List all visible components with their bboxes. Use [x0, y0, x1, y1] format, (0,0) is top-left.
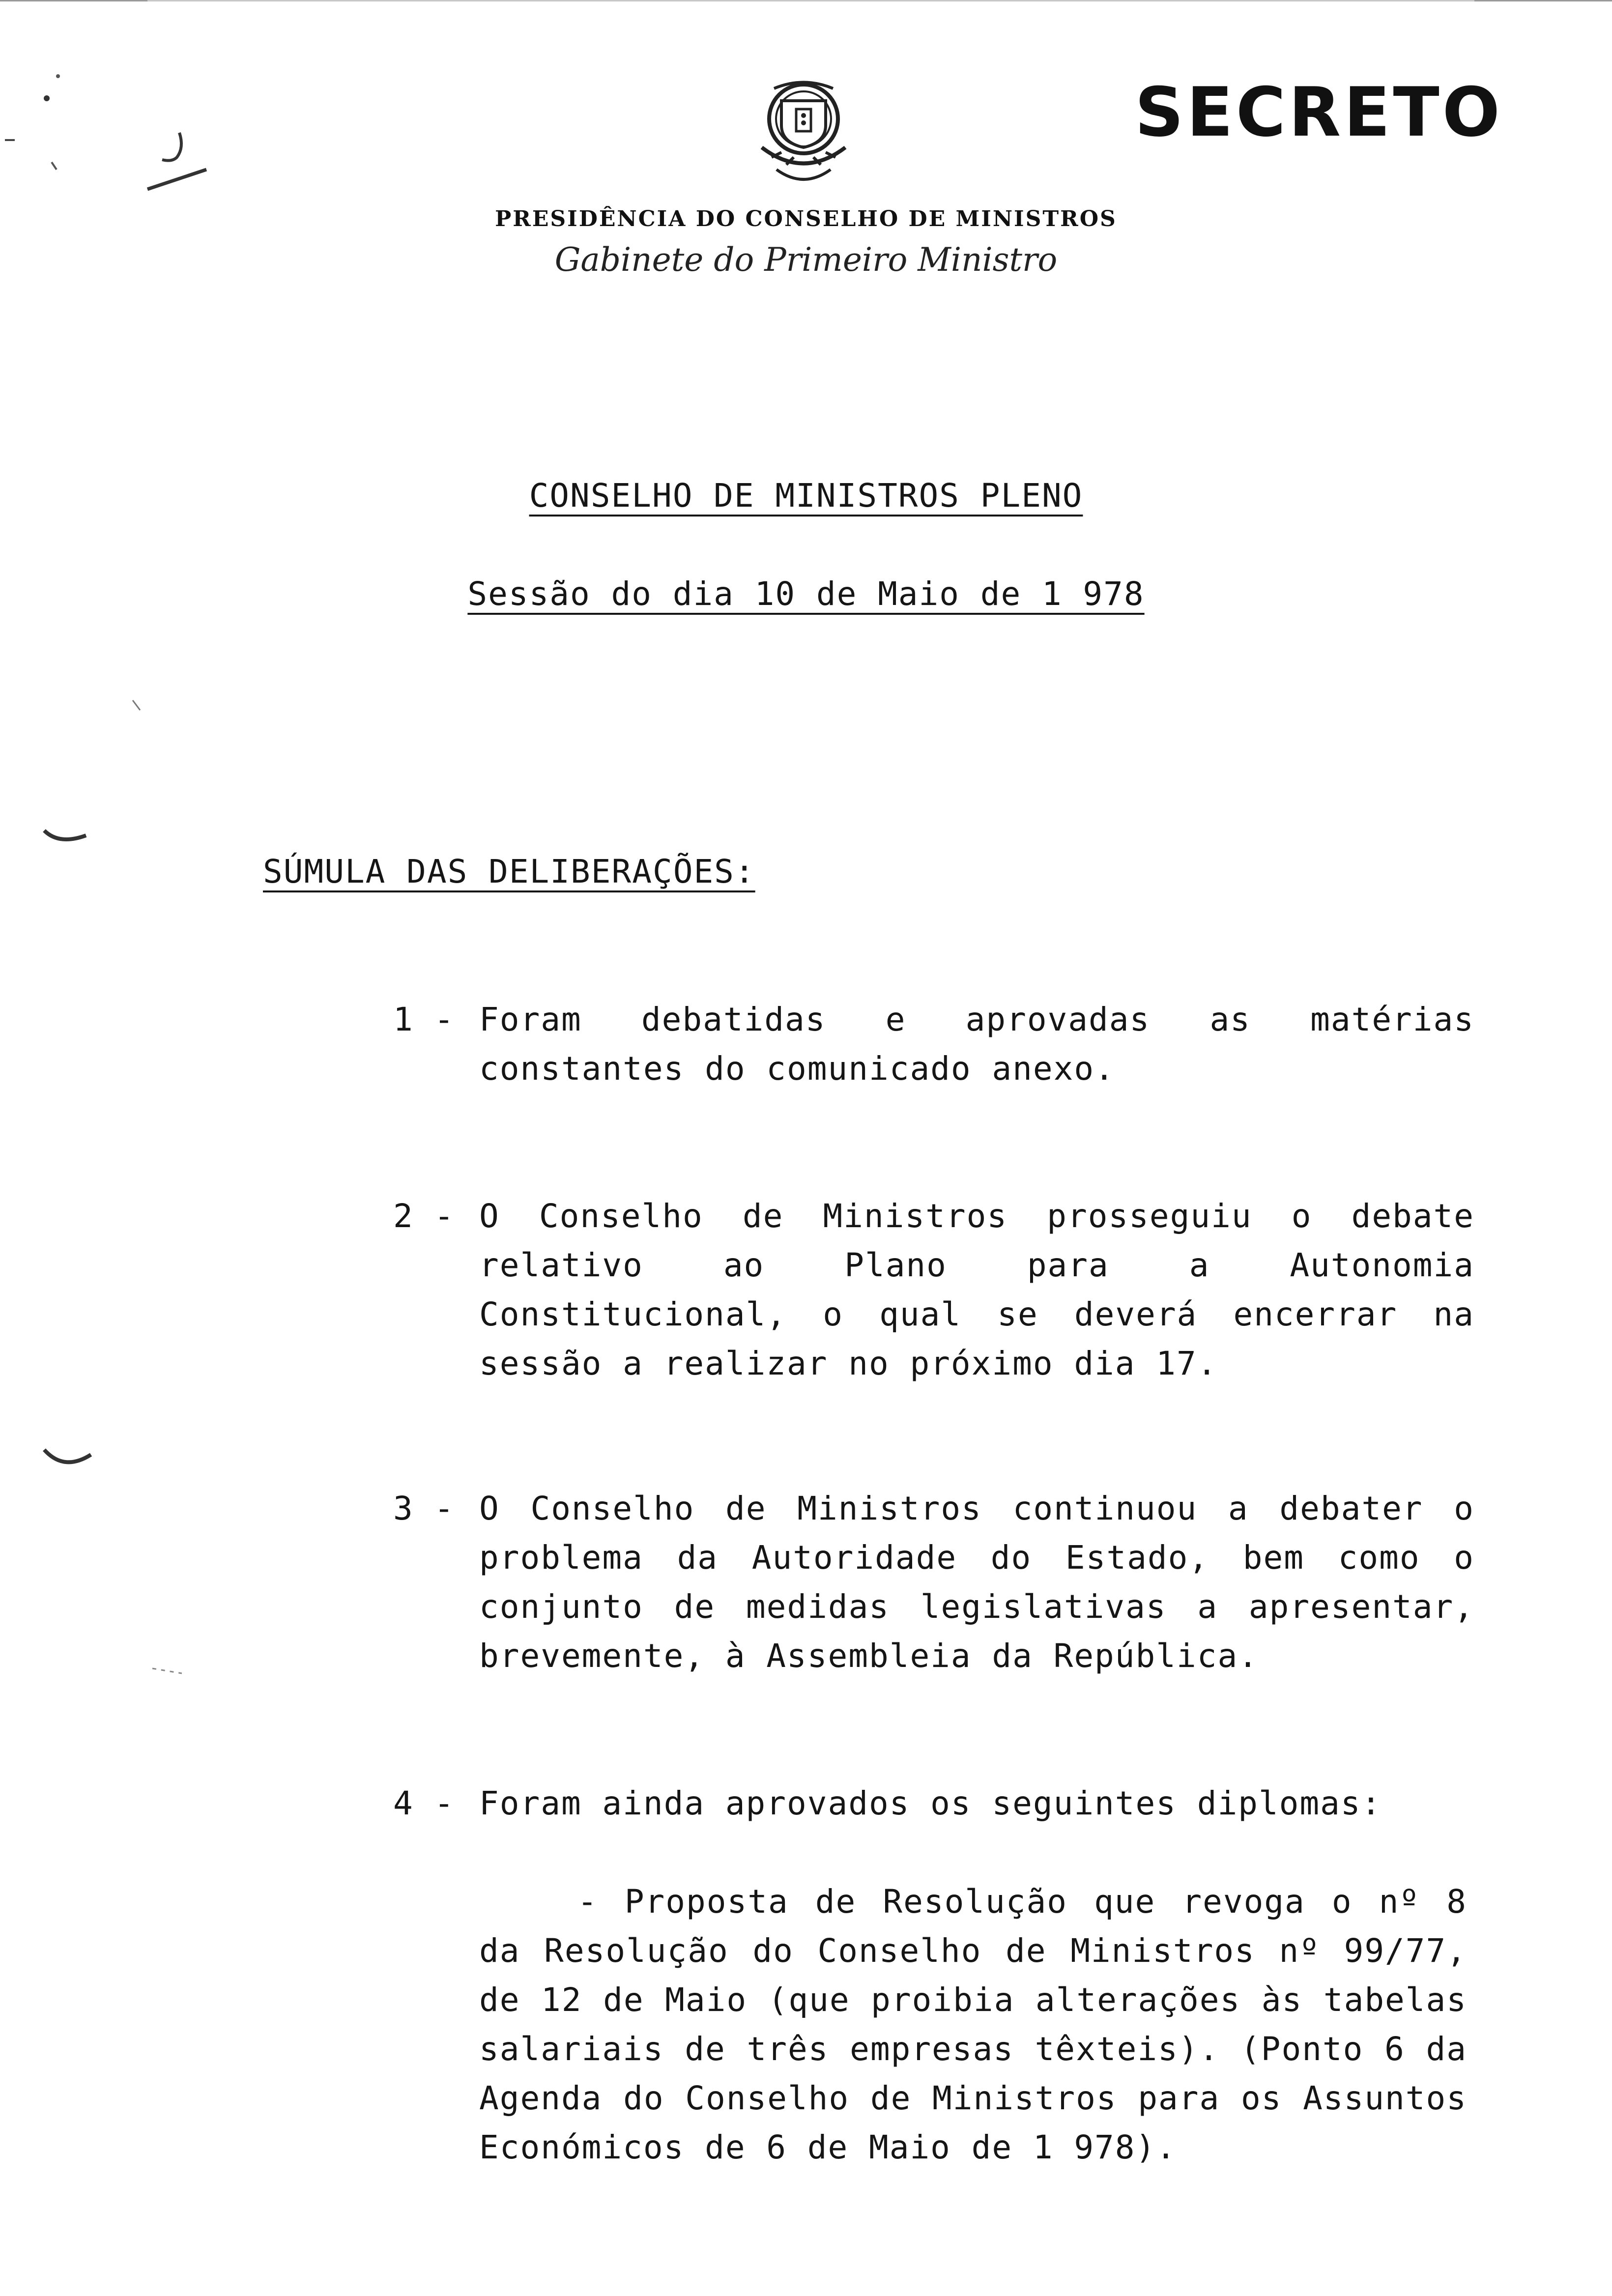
item-text: Foram debatidas e aprovadas as matérias constantes do comunicado anexo.	[479, 1001, 1474, 1088]
item-number: 3 -	[393, 1490, 455, 1527]
deliberation-item-4	[393, 1779, 1474, 1828]
institution-name: PRESIDÊNCIA DO CONSELHO DE MINISTROS	[495, 206, 1117, 231]
item-text: O Conselho de Ministros prosseguiu o debate relativo ao Plano para a Autonomia Constitucional, o qual se deverá encerrar na sessão a realizar no próximo dia 17.	[479, 1197, 1474, 1382]
session-date	[0, 575, 1612, 613]
item-text: O Conselho de Ministros continuou a debater o problema da Autoridade do Estado, bem como o conjunto de medidas legislativas a apresentar, brevemente, à Assembleia da República.	[479, 1490, 1474, 1675]
document-title	[0, 477, 1612, 515]
classification-stamp: SECRETO	[1135, 73, 1503, 152]
item-number: 2 -	[393, 1197, 455, 1235]
document-title-text: CONSELHO DE MINISTROS PLENO	[529, 477, 1083, 515]
session-date-text: Sessão do dia 10 de Maio de 1 978	[467, 575, 1145, 613]
deliberation-item-3	[393, 1484, 1474, 1681]
handwritten-mark	[147, 170, 206, 189]
deliberation-item-1	[393, 995, 1474, 1093]
section-title	[263, 853, 755, 890]
top-edge-line	[0, 0, 1612, 1]
item-number: 1 -	[393, 1001, 455, 1038]
top-edge-line-right	[1474, 0, 1612, 1]
approved-diploma-item: - Proposta de Resolução que revoga o nº 8 da Resolução do Conselho de Ministros nº 99/77, de 12 de Maio (que proibia alterações às tabelas salariais de três empresas têxteis). (Ponto 6 da Agenda do Conselho de Ministros para os Assuntos Económicos de 6 de Maio de 1 978).	[479, 1883, 1467, 2166]
section-title-text: SÚMULA DAS DELIBERAÇÕES:	[263, 853, 755, 890]
top-edge-line-left	[0, 0, 147, 1]
cabinet-name: Gabinete do Primeiro Ministro	[554, 241, 1058, 279]
coat-of-arms-icon	[747, 74, 860, 192]
item-number: 4 -	[393, 1784, 455, 1822]
deliberation-item-2	[393, 1192, 1474, 1388]
item-text: Foram ainda aprovados os seguintes diplomas:	[479, 1784, 1382, 1822]
